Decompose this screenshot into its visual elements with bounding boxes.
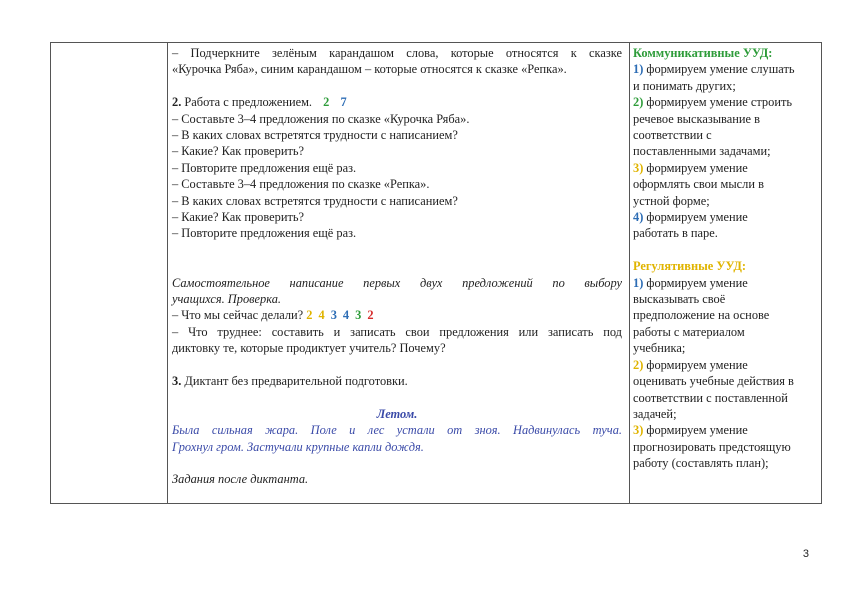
intro-line-1: – Подчеркните зелёным карандашом слова, которые относятся к сказке xyxy=(172,46,622,60)
task-2-line: – Повторите предложения ещё раз. xyxy=(172,160,357,175)
sequence-number: 4 xyxy=(342,308,350,323)
lesson-content-column xyxy=(172,45,622,488)
communicative-uud-item-line: работать в паре. xyxy=(633,226,718,241)
communicative-uud-item-number: 1) xyxy=(633,62,644,77)
task-2-marker-1: 2 xyxy=(323,95,330,110)
regulatory-uud-item-line: соответствии с поставленной xyxy=(633,390,788,405)
task-2-title: Работа с предложением. xyxy=(181,95,313,110)
communicative-uud-item-line: устной форме; xyxy=(633,193,710,208)
task-2-line: – Составьте 3–4 предложения по сказке «Репка». xyxy=(172,177,430,192)
regulatory-uud-item-line: работу (составлять план); xyxy=(633,456,769,471)
task-2-line: – В каких словах встретятся трудности с написанием? xyxy=(172,193,458,208)
communicative-uud-item-number: 4) xyxy=(633,210,644,225)
regulatory-uud-item-line: предположение на основе xyxy=(633,308,770,323)
communicative-uud-item-number: 3) xyxy=(633,160,644,175)
communicative-uud-item-line: речевое высказывание в xyxy=(633,111,760,126)
task-2-line: – Составьте 3–4 предложения по сказке «Курочка Ряба». xyxy=(172,111,470,126)
regulatory-uud-item-line: учебника; xyxy=(633,341,686,356)
task-3-title: Диктант без предварительной подготовки. xyxy=(181,374,408,389)
communicative-uud-item-line: и понимать других; xyxy=(633,78,736,93)
regulatory-uud-item-text: формируем умение xyxy=(643,275,748,290)
table-border-right xyxy=(821,43,822,503)
uud-column xyxy=(633,45,819,472)
communicative-uud-item-line: поставленными задачами; xyxy=(633,144,771,159)
communicative-uud-item xyxy=(633,160,819,209)
task-3-heading xyxy=(172,373,622,389)
question-1-text: – Что мы сейчас делали? xyxy=(172,308,304,323)
page-number: 3 xyxy=(802,548,809,560)
communicative-uud-item-line: оформлять свои мысли в xyxy=(633,177,764,192)
communicative-uud-item-number: 2) xyxy=(633,95,644,110)
task-2-heading xyxy=(172,94,622,110)
lesson-table xyxy=(50,42,822,504)
regulatory-uud-list xyxy=(633,275,819,472)
communicative-uud-item-first-line xyxy=(633,160,819,176)
dictation-title: Летом. xyxy=(376,406,418,421)
communicative-uud-item xyxy=(633,61,819,94)
sequence-number: 2 xyxy=(306,308,313,323)
communicative-uud-item-first-line xyxy=(633,61,819,77)
sequence-number: 2 xyxy=(367,308,374,323)
question-1 xyxy=(172,307,622,323)
task-2-number: 2. xyxy=(172,95,182,110)
communicative-uud-item-first-line xyxy=(633,209,819,225)
communicative-uud-item xyxy=(633,209,819,242)
regulatory-uud-heading: Регулятивные УУД: xyxy=(633,259,746,274)
table-border-left xyxy=(50,43,51,503)
communicative-uud-item-text: формируем умение xyxy=(643,210,748,225)
task-2-line: – В каких словах встретятся трудности с написанием? xyxy=(172,128,458,143)
regulatory-uud-item-text: формируем умение xyxy=(643,357,748,372)
regulatory-uud-item-line: задачей; xyxy=(633,406,677,421)
self-writing-line-2: учащихся. Проверка. xyxy=(172,292,281,307)
regulatory-uud-item xyxy=(633,422,819,471)
regulatory-uud-item-first-line xyxy=(633,357,819,373)
communicative-uud-item-text: формируем умение слушать xyxy=(643,62,795,77)
regulatory-uud-item-text: формируем умение xyxy=(643,423,748,438)
regulatory-uud-item xyxy=(633,357,819,423)
regulatory-uud-item-line: прогнозировать предстоящую xyxy=(633,439,791,454)
communicative-uud-heading: Коммуникативные УУД: xyxy=(633,46,773,60)
dictation-line-1: Была сильная жара. Поле и лес устали от зноя. Надвинулась туча. xyxy=(172,423,622,438)
regulatory-uud-item-line: оценивать учебные действия в xyxy=(633,374,794,389)
regulatory-uud-item-line: высказывать своё xyxy=(633,292,726,307)
intro-line-2: «Курочка Ряба», синим карандашом – которые относятся к сказке «Репка». xyxy=(172,62,567,77)
regulatory-uud-item-first-line xyxy=(633,422,819,438)
communicative-uud-item-text: формируем умение xyxy=(643,160,748,175)
question-1-sequence xyxy=(306,308,379,322)
self-writing-line-1: Самостоятельное написание первых двух предложений по выбору xyxy=(172,275,622,290)
communicative-uud-item-line: соответствии с xyxy=(633,128,712,143)
regulatory-uud-item-number: 2) xyxy=(633,357,644,372)
sequence-number: 4 xyxy=(318,308,325,323)
communicative-uud-list xyxy=(633,61,819,241)
communicative-uud-item-first-line xyxy=(633,94,819,110)
regulatory-uud-item-number: 1) xyxy=(633,275,644,290)
regulatory-uud-item xyxy=(633,275,819,357)
sequence-number: 3 xyxy=(355,308,362,323)
task-2-line: – Какие? Как проверить? xyxy=(172,210,305,225)
dictation-line-2: Грохнул гром. Застучали крупные капли дождя. xyxy=(172,439,424,454)
communicative-uud-item xyxy=(633,94,819,160)
task-3-number: 3. xyxy=(172,374,182,389)
task-2-line: – Какие? Как проверить? xyxy=(172,144,305,159)
question-2-line-1: – Что труднее: составить и записать свои предложения или записать под xyxy=(172,324,622,339)
task-2-line: – Повторите предложения ещё раз. xyxy=(172,226,357,241)
regulatory-uud-item-number: 3) xyxy=(633,423,644,438)
sequence-number: 3 xyxy=(330,308,337,323)
question-2-line-2: диктовку те, которые продиктует учитель? Почему? xyxy=(172,341,446,356)
task-2-marker-2: 7 xyxy=(340,95,347,110)
table-divider-1 xyxy=(167,43,168,503)
after-dictation-tasks: Задания после диктанта. xyxy=(172,472,309,487)
table-divider-2 xyxy=(629,43,630,503)
communicative-uud-item-text: формируем умение строить xyxy=(643,95,793,110)
regulatory-uud-item-first-line xyxy=(633,275,819,291)
regulatory-uud-item-line: работы с материалом xyxy=(633,324,745,339)
